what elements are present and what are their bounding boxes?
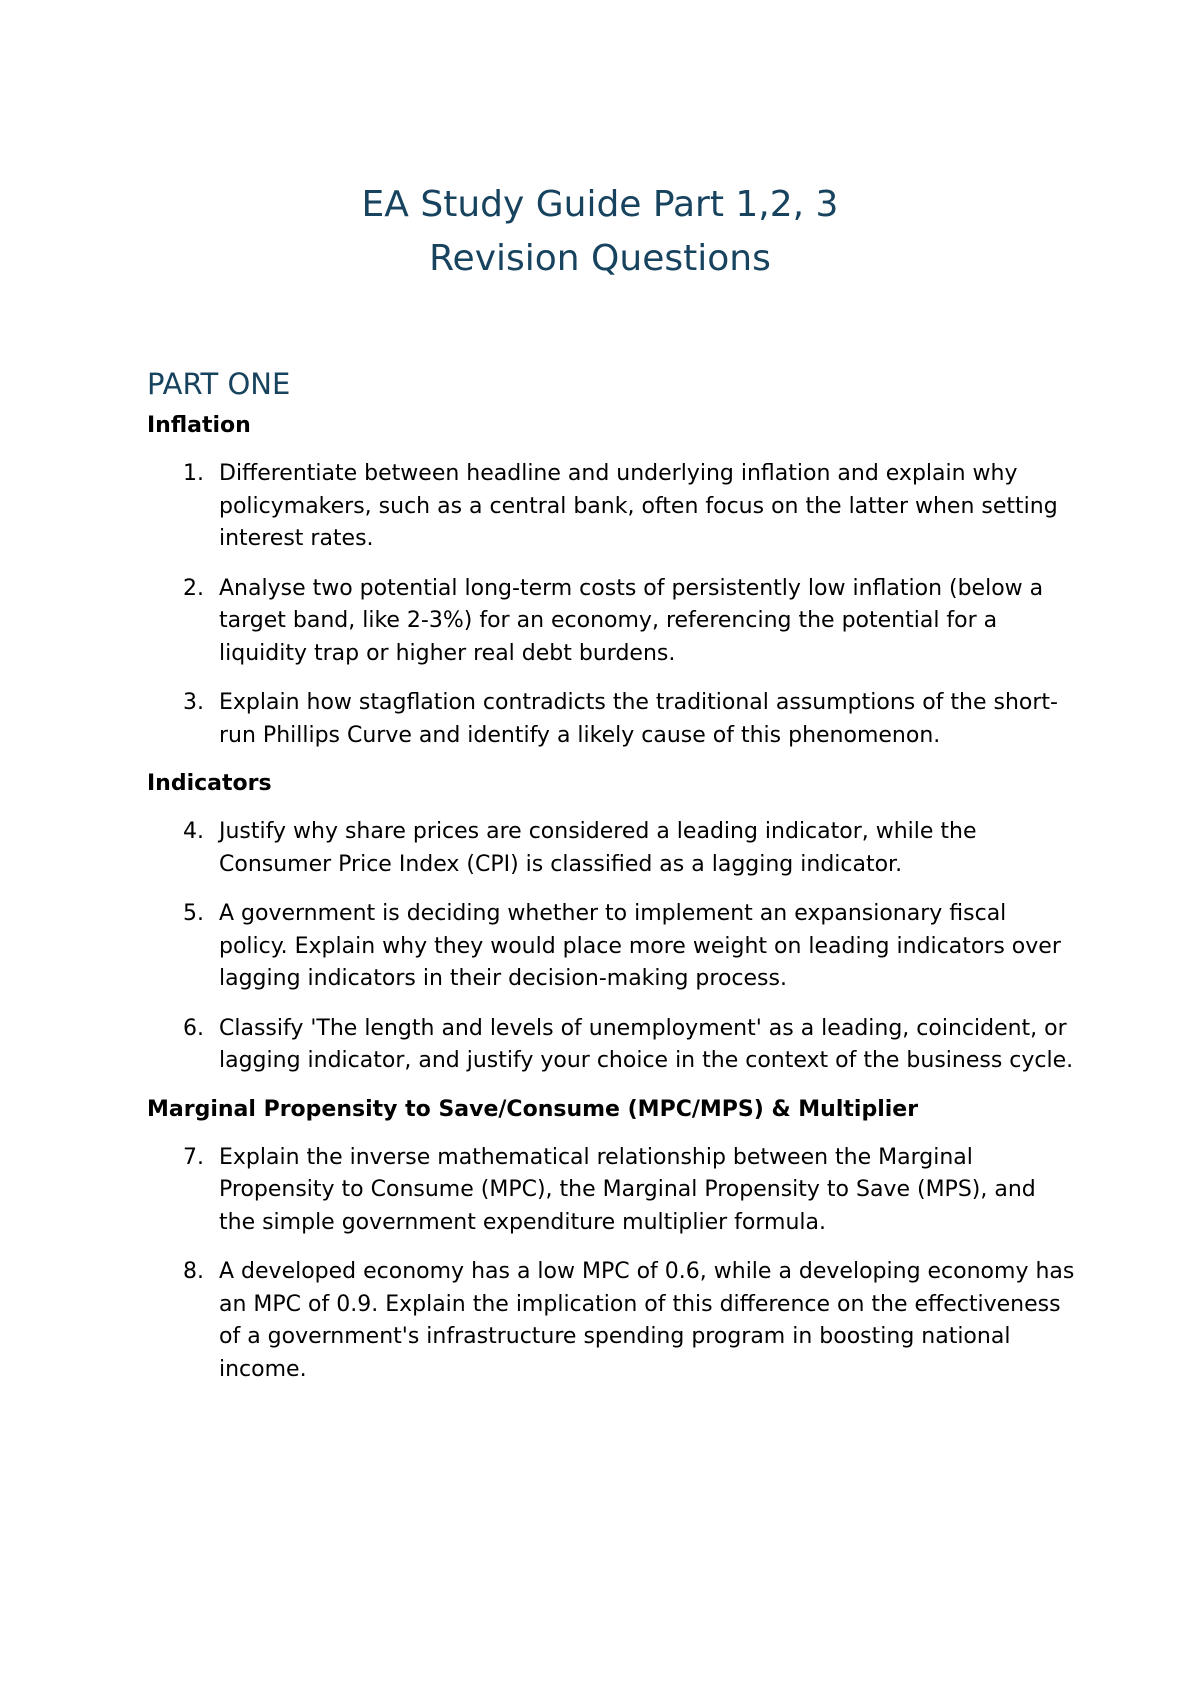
- question-text: Explain how stagflation contradicts the traditional assumptions of the short-run Phillips Curve and identify a likely cause of this phenomenon.: [219, 690, 1058, 748]
- question-list-indicators: [147, 816, 1077, 1078]
- question-text: Classify 'The length and levels of unemployment' as a leading, coincident, or lagging indicator, and justify your choice in the context of the business cycle.: [219, 1015, 1074, 1073]
- question-item: [147, 1142, 1077, 1240]
- question-text: Explain the inverse mathematical relationship between the Marginal Propensity to Consume (MPC), the Marginal Propensity to Save (MPS), and the simple government expenditure multiplier formula.: [219, 1144, 1036, 1235]
- question-list-mpc-mps: [147, 1142, 1077, 1387]
- title-line-2: Revision Questions: [429, 238, 771, 279]
- question-number: 2.: [183, 575, 204, 601]
- section-heading-indicators: Indicators: [147, 771, 272, 796]
- question-number: 5.: [183, 901, 204, 926]
- question-text: Differentiate between headline and underlying inflation and explain why policymakers, such as a central bank, often focus on the latter when setting interest rates.: [219, 461, 1058, 551]
- section-heading-mpc-mps: Marginal Propensity to Save/Consume (MPC/MPS) & Multiplier: [147, 1096, 919, 1122]
- question-item: [147, 898, 1077, 996]
- part-heading: PART ONE: [147, 367, 291, 401]
- question-item: [147, 1013, 1077, 1078]
- question-number: 3.: [183, 690, 204, 715]
- section-heading-inflation: Inflation: [147, 413, 251, 438]
- question-number: 8.: [183, 1259, 204, 1284]
- document-body: [147, 364, 1077, 1403]
- question-number: 4.: [183, 819, 204, 844]
- question-text: A developed economy has a low MPC of 0.6, while a developing economy has an MPC of 0.9. Explain the implication of this difference on the effectiveness of a government's infrastructure spending program in boosting national income.: [219, 1259, 1075, 1382]
- question-item: [147, 1256, 1077, 1386]
- question-list-inflation: [147, 458, 1077, 752]
- question-item: [147, 816, 1077, 881]
- question-item: [147, 573, 1077, 671]
- question-number: 7.: [183, 1144, 204, 1170]
- question-text: Analyse two potential long-term costs of persistently low inflation (below a target band, like 2-3%) for an economy, referencing the potential for a liquidity trap or higher real debt burdens.: [219, 575, 1044, 666]
- question-number: 6.: [183, 1015, 204, 1041]
- title-line-1: EA Study Guide Part 1,2, 3: [361, 184, 839, 225]
- document-title: [0, 178, 1200, 286]
- question-text: A government is deciding whether to implement an expansionary fiscal policy. Explain why they would place more weight on leading indicators over lagging indicators in their decision-making process.: [219, 901, 1061, 991]
- question-number: 1.: [183, 461, 204, 486]
- question-item: [147, 687, 1077, 752]
- question-text: Justify why share prices are considered a leading indicator, while the Consumer Price Index (CPI) is classified as a lagging indicator.: [219, 819, 977, 877]
- question-item: [147, 458, 1077, 556]
